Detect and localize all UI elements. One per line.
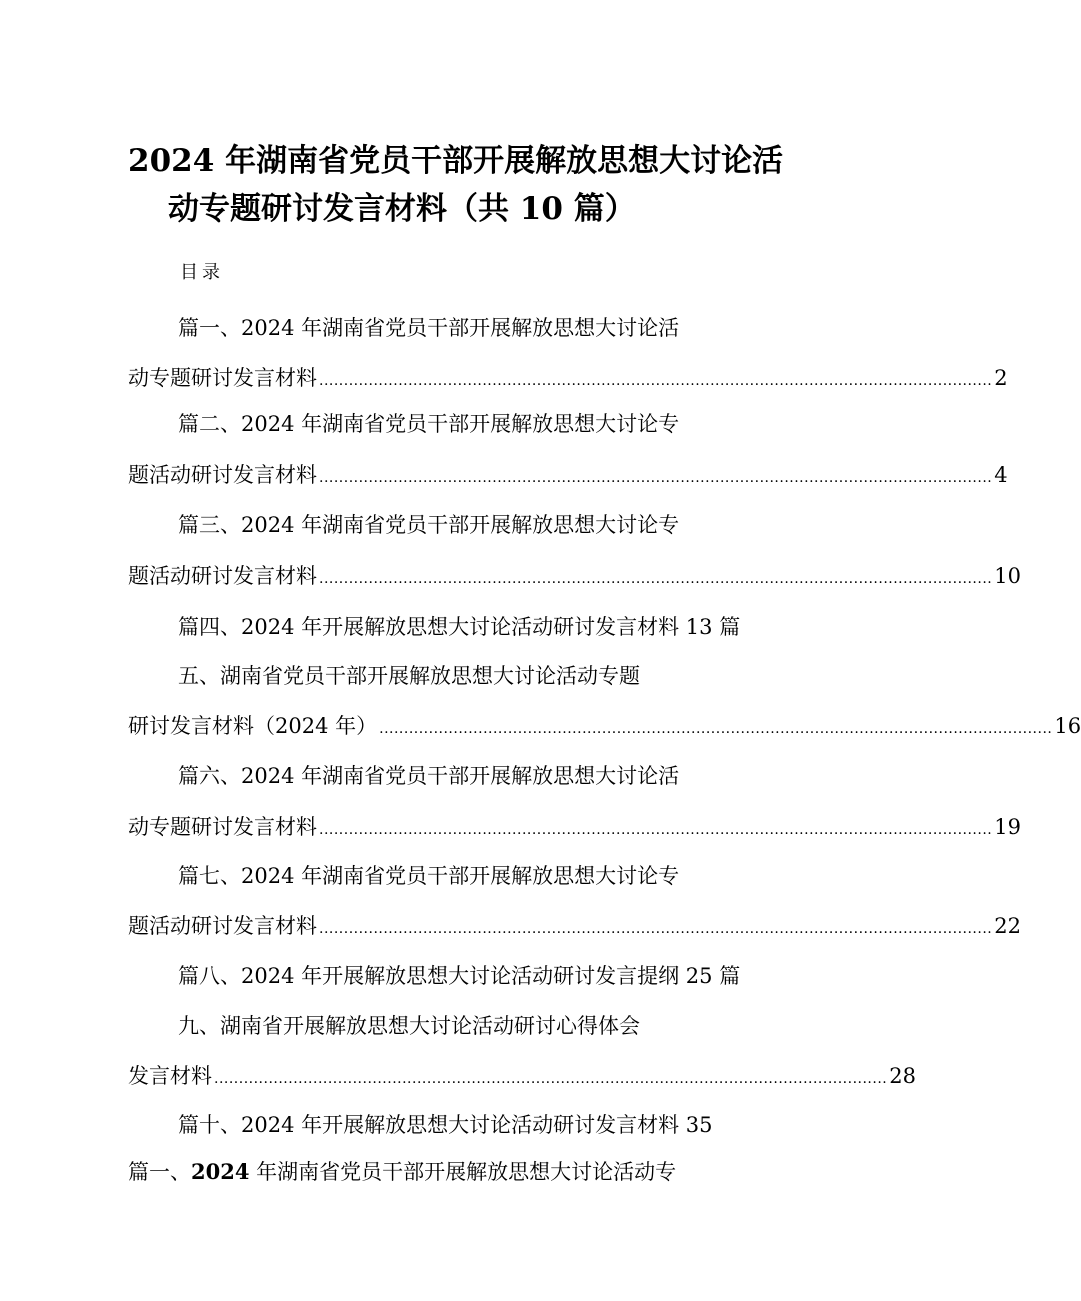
toc-leader-dots: ........................................................................................................................................ bbox=[319, 571, 993, 587]
toc-entry-4-line-1[interactable]: 篇四、2024 年开展解放思想大讨论活动研讨发言材料 13 篇 bbox=[178, 615, 741, 639]
toc-entry-3-page: 10 bbox=[994, 564, 1021, 588]
toc-entry-6-text: 动专题研讨发言材料 bbox=[128, 815, 317, 839]
toc-entry-10-line-1[interactable]: 篇十、2024 年开展解放思想大讨论活动研讨发言材料 35 bbox=[178, 1113, 713, 1137]
toc-entry-6-page: 19 bbox=[994, 815, 1021, 839]
toc-entry-3-text: 题活动研讨发言材料 bbox=[128, 564, 317, 588]
document-title-line-2: 动专题研讨发言材料（共 10 篇） bbox=[168, 191, 636, 227]
toc-entry-5-page: 16 bbox=[1054, 714, 1081, 738]
toc-entry-7-line-1[interactable]: 篇七、2024 年湖南省党员干部开展解放思想大讨论专 bbox=[178, 864, 680, 888]
toc-entry-2-text: 题活动研讨发言材料 bbox=[128, 463, 317, 487]
toc-entry-6-line-2[interactable] bbox=[128, 815, 1021, 839]
toc-entry-9-line-2[interactable] bbox=[128, 1064, 916, 1088]
document-title-line-1: 2024 年湖南省党员干部开展解放思想大讨论活 bbox=[128, 143, 784, 179]
toc-entry-1-line-2[interactable] bbox=[128, 366, 1008, 390]
body-first-line-prefix: 篇一、 bbox=[128, 1160, 191, 1184]
toc-entry-5-text: 研讨发言材料（2024 年） bbox=[128, 714, 378, 738]
body-first-line bbox=[128, 1161, 676, 1183]
toc-entry-7-line-2[interactable] bbox=[128, 914, 1021, 938]
toc-leader-dots: ........................................................................................................................................ bbox=[319, 470, 993, 486]
toc-entry-9-text: 发言材料 bbox=[128, 1064, 212, 1088]
toc-leader-dots: ........................................................................................................................................ bbox=[379, 721, 1053, 737]
toc-entry-9-page: 28 bbox=[889, 1064, 916, 1088]
toc-entry-2-line-2[interactable] bbox=[128, 463, 1008, 487]
toc-leader-dots: ........................................................................................................................................ bbox=[319, 373, 993, 389]
toc-entry-3-line-2[interactable] bbox=[128, 564, 1021, 588]
toc-entry-5-line-1[interactable]: 五、湖南省党员干部开展解放思想大讨论活动专题 bbox=[178, 664, 640, 688]
toc-entry-9-line-1[interactable]: 九、湖南省开展解放思想大讨论活动研讨心得体会 bbox=[178, 1014, 640, 1038]
toc-entry-7-page: 22 bbox=[994, 914, 1021, 938]
toc-entry-1-line-1[interactable]: 篇一、2024 年湖南省党员干部开展解放思想大讨论活 bbox=[178, 316, 680, 340]
toc-entry-2-page: 4 bbox=[994, 463, 1008, 487]
toc-leader-dots: ........................................................................................................................................ bbox=[214, 1071, 888, 1087]
toc-entry-8-line-1[interactable]: 篇八、2024 年开展解放思想大讨论活动研讨发言提纲 25 篇 bbox=[178, 964, 741, 988]
toc-entry-5-line-2[interactable] bbox=[128, 714, 1081, 738]
toc-entry-2-line-1[interactable]: 篇二、2024 年湖南省党员干部开展解放思想大讨论专 bbox=[178, 412, 680, 436]
body-first-line-year: 2024 bbox=[191, 1159, 250, 1184]
toc-leader-dots: ........................................................................................................................................ bbox=[319, 921, 993, 937]
toc-entry-3-line-1[interactable]: 篇三、2024 年湖南省党员干部开展解放思想大讨论专 bbox=[178, 513, 680, 537]
toc-entry-6-line-1[interactable]: 篇六、2024 年湖南省党员干部开展解放思想大讨论活 bbox=[178, 764, 680, 788]
body-first-line-rest: 年湖南省党员干部开展解放思想大讨论活动专 bbox=[249, 1160, 677, 1184]
toc-entry-1-text: 动专题研讨发言材料 bbox=[128, 366, 317, 390]
toc-entry-1-page: 2 bbox=[994, 366, 1008, 390]
toc-heading: 目录 bbox=[180, 262, 224, 283]
toc-leader-dots: ........................................................................................................................................ bbox=[319, 822, 993, 838]
toc-entry-7-text: 题活动研讨发言材料 bbox=[128, 914, 317, 938]
